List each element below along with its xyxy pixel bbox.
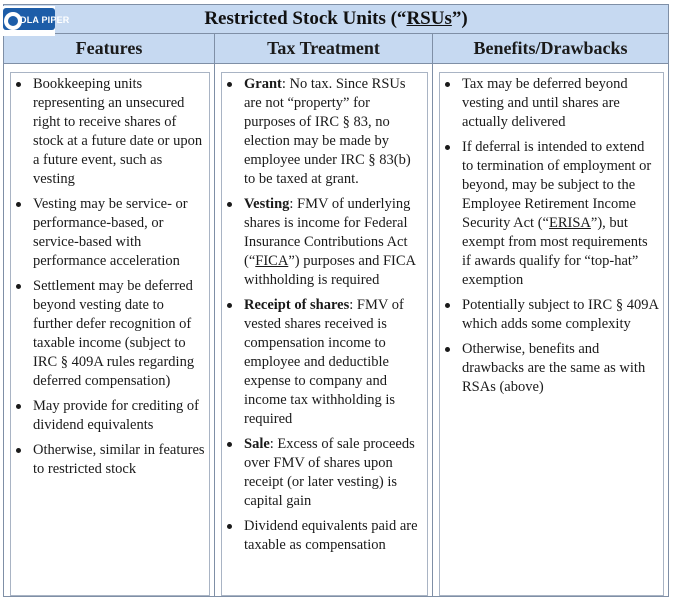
title-prefix: Restricted Stock Units (“ xyxy=(204,8,407,29)
bullet-icon xyxy=(445,145,450,150)
vesting-label: Vesting xyxy=(244,196,290,212)
list-item: Settlement may be deferred beyond vesting date to further defer recognition of taxable income (subject to IRC § 409A rules regarding deferred compensation) xyxy=(11,277,205,391)
tax-cell xyxy=(221,72,428,596)
erisa-abbr: ERISA xyxy=(548,215,591,231)
bullet-icon xyxy=(16,202,21,207)
list-item-vesting: Vesting: FMV of underlying shares is income for Federal Insurance Contributions Act (“FICA”) purposes and FICA withholding is required xyxy=(222,195,423,290)
bullet-icon xyxy=(16,82,21,87)
list-item-grant: Grant: No tax. Since RSUs are not “property” for purposes of IRC § 83, no election may be made by employee under IRC § 83(b) to be taxed at grant. xyxy=(222,75,423,189)
fica-abbr: FICA xyxy=(255,253,289,269)
bullet-icon xyxy=(16,284,21,289)
bullet-icon xyxy=(227,303,232,308)
table-title xyxy=(4,5,668,34)
list-item-dividends: Dividend equivalents paid are taxable as compensation xyxy=(222,517,423,555)
bullet-icon xyxy=(16,448,21,453)
benefits-column xyxy=(433,64,668,596)
sale-label: Sale xyxy=(244,436,270,452)
dla-piper-logo xyxy=(3,6,70,36)
bullet-icon xyxy=(227,442,232,447)
list-item-sale: Sale: Excess of sale proceeds over FMV of shares upon receipt (or later vesting) is capital gain xyxy=(222,435,423,511)
list-item: Otherwise, benefits and drawbacks are the same as with RSAs (above) xyxy=(440,340,659,397)
header-benefits-drawbacks: Benefits/Drawbacks xyxy=(433,34,668,63)
header-tax-treatment: Tax Treatment xyxy=(215,34,433,63)
grant-label: Grant xyxy=(244,76,282,92)
benefits-cell xyxy=(439,72,664,596)
list-item: Tax may be deferred beyond vesting and until shares are actually delivered xyxy=(440,75,659,132)
list-item: Otherwise, similar in features to restricted stock xyxy=(11,441,205,479)
logo-badge xyxy=(3,8,70,30)
body-row xyxy=(4,64,668,596)
bullet-icon xyxy=(445,82,450,87)
benefits-list xyxy=(440,75,659,397)
features-cell xyxy=(10,72,210,596)
bullet-icon xyxy=(227,82,232,87)
features-list xyxy=(11,75,205,479)
bullet-icon xyxy=(16,404,21,409)
bullet-icon xyxy=(445,347,450,352)
title-suffix: ”) xyxy=(451,8,468,29)
tax-column xyxy=(215,64,433,596)
list-item: Bookkeeping units representing an unsecured right to receive shares of stock at a future date or upon a future event, such as vesting xyxy=(11,75,205,189)
bullet-icon xyxy=(227,524,232,529)
list-item: Vesting may be service- or performance-based, or service-based with performance acceleration xyxy=(11,195,205,271)
tax-list xyxy=(222,75,423,555)
header-row xyxy=(4,34,668,64)
list-item: Potentially subject to IRC § 409A which adds some complexity xyxy=(440,296,659,334)
title-rsus: RSUs xyxy=(406,8,452,29)
list-item: If deferral is intended to extend to termination of employment or beyond, may be subject to the Employee Retirement Income Security Act (“ERISA”), but exempt from most requirements if awards qualify for “top-hat” exemption xyxy=(440,138,659,290)
bullet-icon xyxy=(227,202,232,207)
receipt-label: Receipt of shares xyxy=(244,297,350,313)
list-item: May provide for crediting of dividend equivalents xyxy=(11,397,205,435)
header-features: Features xyxy=(4,34,215,63)
bullet-icon xyxy=(445,303,450,308)
features-column xyxy=(4,64,215,596)
list-item-receipt: Receipt of shares: FMV of vested shares received is compensation income to employee and deductible expense to company and income tax withholding is required xyxy=(222,296,423,429)
logo-text: DLA PIPER xyxy=(20,15,70,25)
